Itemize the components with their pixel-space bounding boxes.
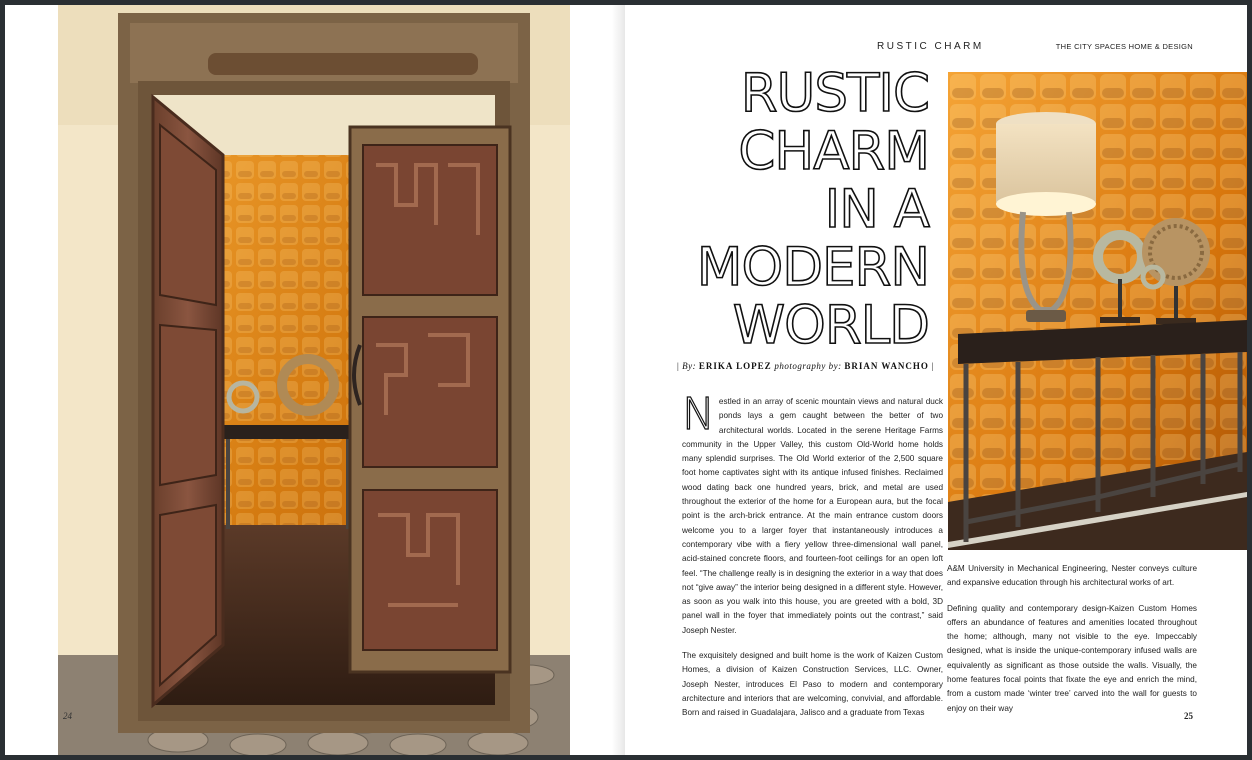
byline-open: | [677,361,680,371]
article-column-1 [682,389,943,732]
magazine-name: THE CITY SPACES HOME & DESIGN [1055,42,1193,51]
article-column-2 [947,562,1197,727]
headline-line: MODERN [696,237,929,298]
paragraph: The exquisitely designed and built home is the work of Kaizen Custom Homes, a division of Kaizen Construction Services, LLC. Owner, Joseph Nester, introduces El Paso to modern and contemporary architecture and interiors that are welcoming, convivial, and affordable. Born and raised in Guadalajara, Jalisco and a graduate from Texas [682,651,943,718]
paragraph: Defining quality and contemporary design-Kaizen Custom Homes offers an abundance of features and amenities located throughout the home; although, many not visible to the eye. Impeccably designed, what is inside the unique-contemporary infused walls are equivalently as significant as those outside the walls. Visually, the home features focal points that fixate the eye and enrich the mind, from a custom made ‘winter tree’ carved into the wall for guests to enjoy on their way [947,603,1197,713]
headline-line: IN A [824,179,929,240]
left-page-folio: 24 [63,711,72,721]
drop-cap: N [682,389,715,440]
headline-line: WORLD [732,295,929,356]
magazine-spread [5,5,1247,755]
byline [677,361,934,371]
paragraph: A&M University in Mechanical Engineering, Nester conveys culture and expansive education through his architectural works of art. [947,564,1197,588]
byline-close: | [931,361,934,371]
byline-author: ERIKA LOPEZ [698,361,772,371]
running-head: RUSTIC CHARM [877,41,984,52]
headline-line: RUSTIC [740,63,929,124]
door-photo [58,5,570,755]
paragraph [682,389,943,638]
paragraph-text: estled in an array of scenic mountain views and natural duck ponds lays a gem caught between the better of two architectural worlds. Located in the serene Heritage Farms community in the Upper Valley, this custom Old-World home holds many splendid surprises. The Old World exterior of the 2,500 square foot home captivates sight with its antique infused finishes. Reclaimed wood dating back one hundred years, brick, and metal are used throughout the exterior of the home for a European aura, but the focal point is the arch-brick entrance. At the main entrance custom doors welcome you to a larger foyer that instantaneously introduces a contemporary vibe with a fiery yellow three-dimensional wall panel, acid-stained concrete floors, and fourteen-foot ceilings for an open loft feel. “The challenge really is in designing the exterior in a way that does not “give away” the interior being designed in a different style. However, as soon as you walk into this house, you are greeted with a bold, 3D panel wall in the foyer that immediately points out the contrast,” said Joseph Nester. [682,397,943,635]
headline-line: CHARM [738,121,929,182]
byline-by-label: By: [682,361,697,371]
right-page-folio: 25 [1184,711,1193,721]
carved-wooden-double-door-icon [58,5,570,755]
left-page [5,5,622,755]
foyer-photo [948,72,1247,550]
right-page [625,5,1247,755]
foyer-console-lamp-icon [948,72,1247,550]
byline-photo-label: photography by: [774,361,842,371]
byline-photographer: BRIAN WANCHO [844,361,929,371]
article-headline [649,65,929,355]
